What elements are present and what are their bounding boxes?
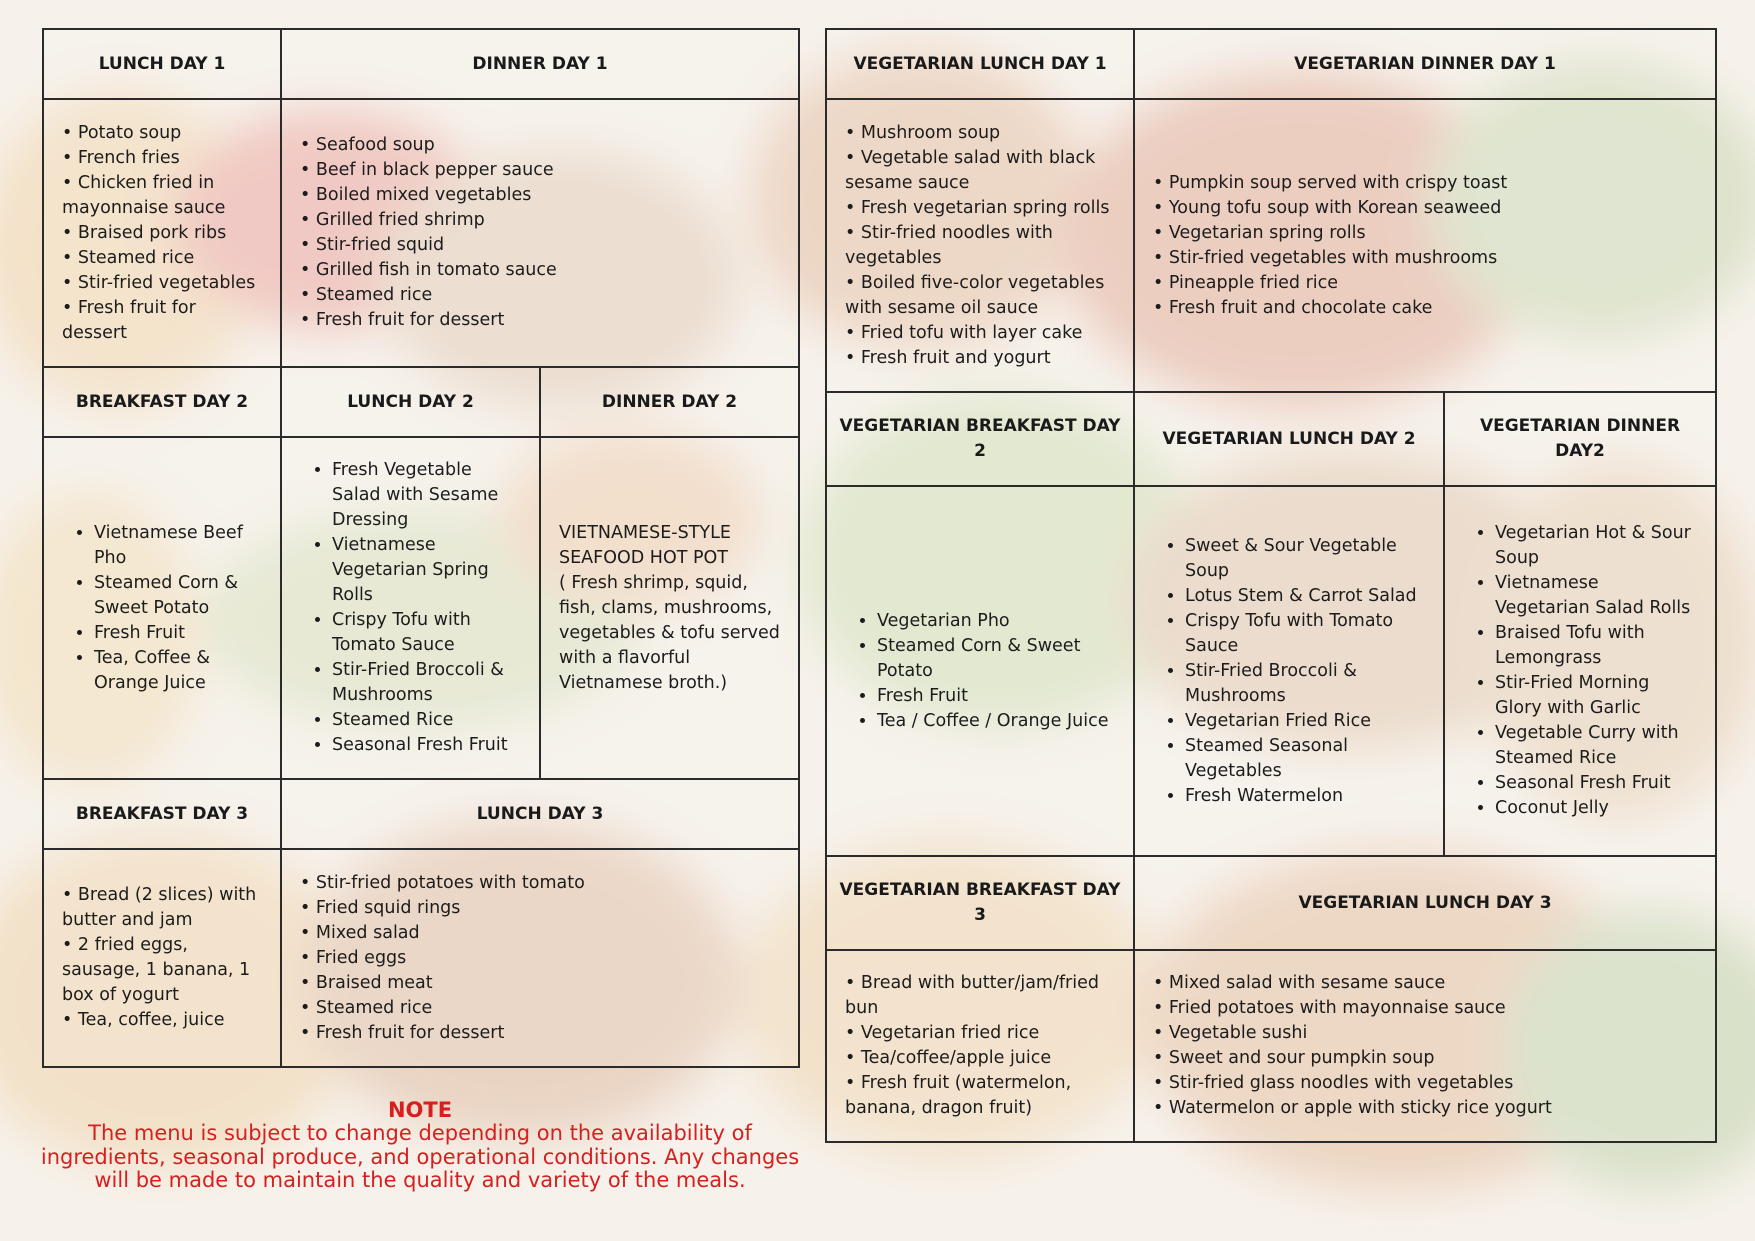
- list-item: • Vegetarian spring rolls: [1153, 221, 1697, 246]
- list-item: • Fresh fruit and yogurt: [845, 346, 1115, 371]
- veg-dinner-day1-header: VEGETARIAN DINNER DAY 1: [1134, 29, 1716, 99]
- list-item: • Stir-fried noodles with vegetables: [845, 221, 1115, 271]
- list-item: • Seafood soup: [300, 133, 780, 158]
- veg-dinner-day1-items: [1134, 99, 1716, 392]
- lunch-day1-header: LUNCH DAY 1: [43, 29, 281, 99]
- menu-note: [40, 1098, 800, 1193]
- list-item: • Steamed rice: [300, 996, 780, 1021]
- list-item: • Lotus Stem & Carrot Salad: [1185, 584, 1425, 609]
- list-item: • Fresh Fruit: [877, 684, 1115, 709]
- list-item: • Tea / Coffee / Orange Juice: [877, 709, 1115, 734]
- list-item: • Fresh fruit and chocolate cake: [1153, 296, 1697, 321]
- list-item: • Young tofu soup with Korean seaweed: [1153, 196, 1697, 221]
- list-item: • Seasonal Fresh Fruit: [332, 733, 521, 758]
- list-item: • Stir-fried potatoes with tomato: [300, 871, 780, 896]
- list-item: • 2 fried eggs, sausage, 1 banana, 1 box of yogurt: [62, 933, 262, 1008]
- list-item: • Grilled fried shrimp: [300, 208, 780, 233]
- list-item: • Vegetable Curry with Steamed Rice: [1495, 721, 1697, 771]
- lunch-day2-items: [281, 437, 540, 779]
- veg-lunch-day3-header: VEGETARIAN LUNCH DAY 3: [1134, 856, 1716, 950]
- note-text: The menu is subject to change depending on the availability of ingredients, seasonal produce, and operational conditions. Any changes will be made to maintain the quality and variety of the meals.: [40, 1121, 800, 1192]
- list-item: • Stir-fried squid: [300, 233, 780, 258]
- list-item: • Stir-fried vegetables with mushrooms: [1153, 246, 1697, 271]
- list-item: • Fresh fruit for dessert: [300, 308, 780, 333]
- list-item: • Vietnamese Vegetarian Salad Rolls: [1495, 571, 1697, 621]
- list-item: • Braised Tofu with Lemongrass: [1495, 621, 1697, 671]
- list-item: • Vegetarian Pho: [877, 609, 1115, 634]
- list-item: • Crispy Tofu with Tomato Sauce: [1185, 609, 1425, 659]
- list-item: • Sweet & Sour Vegetable Soup: [1185, 534, 1425, 584]
- list-item: • Boiled five-color vegetables with sesame oil sauce: [845, 271, 1115, 321]
- list-item: • Steamed Rice: [332, 708, 521, 733]
- veg-lunch-day2-items: [1134, 486, 1444, 856]
- veg-breakfast-day3-header: VEGETARIAN BREAKFAST DAY 3: [826, 856, 1134, 950]
- list-item: • Stir-Fried Morning Glory with Garlic: [1495, 671, 1697, 721]
- list-item: • Bread with butter/jam/fried bun: [845, 971, 1115, 1021]
- list-item: • Fried tofu with layer cake: [845, 321, 1115, 346]
- list-item: • Pumpkin soup served with crispy toast: [1153, 171, 1697, 196]
- breakfast-day3-items: [43, 849, 281, 1067]
- list-item: • Braised meat: [300, 971, 780, 996]
- list-item: • Pineapple fried rice: [1153, 271, 1697, 296]
- list-item: • Fried eggs: [300, 946, 780, 971]
- breakfast-day2-header: BREAKFAST DAY 2: [43, 367, 281, 437]
- lunch-day2-header: LUNCH DAY 2: [281, 367, 540, 437]
- veg-dinner-day2-header: VEGETARIAN DINNER DAY2: [1444, 392, 1716, 486]
- list-item: • Vegetable sushi: [1153, 1021, 1697, 1046]
- list-item: • Mixed salad: [300, 921, 780, 946]
- dinner-day1-header: DINNER DAY 1: [281, 29, 799, 99]
- vegetarian-menu-table: [825, 28, 1717, 1143]
- list-item: • Fresh Fruit: [94, 621, 262, 646]
- list-item: • Fried squid rings: [300, 896, 780, 921]
- veg-lunch-day3-items: [1134, 950, 1716, 1142]
- list-item: • Stir-fried glass noodles with vegetables: [1153, 1071, 1697, 1096]
- list-item: • Fresh fruit for dessert: [62, 296, 262, 346]
- list-item: • Tea, Coffee & Orange Juice: [94, 646, 262, 696]
- list-item: • Tea, coffee, juice: [62, 1008, 262, 1033]
- list-item: • Stir-Fried Broccoli & Mushrooms: [1185, 659, 1425, 709]
- dinner-day2-items: [540, 437, 799, 779]
- veg-breakfast-day2-items: [826, 486, 1134, 856]
- list-item: • Vietnamese Vegetarian Spring Rolls: [332, 533, 521, 608]
- veg-breakfast-day3-items: [826, 950, 1134, 1142]
- standard-menu-table: [42, 28, 800, 1068]
- list-item: • Crispy Tofu with Tomato Sauce: [332, 608, 521, 658]
- veg-lunch-day1-header: VEGETARIAN LUNCH DAY 1: [826, 29, 1134, 99]
- veg-lunch-day1-items: [826, 99, 1134, 392]
- list-item: • Vegetarian Hot & Sour Soup: [1495, 521, 1697, 571]
- veg-lunch-day2-header: VEGETARIAN LUNCH DAY 2: [1134, 392, 1444, 486]
- list-item: • Mushroom soup: [845, 121, 1115, 146]
- list-item: • Vegetarian fried rice: [845, 1021, 1115, 1046]
- list-item: • Boiled mixed vegetables: [300, 183, 780, 208]
- list-item: • Steamed Seasonal Vegetables: [1185, 734, 1425, 784]
- list-item: • Grilled fish in tomato sauce: [300, 258, 780, 283]
- list-item: • Fresh vegetarian spring rolls: [845, 196, 1115, 221]
- list-item: • Steamed rice: [62, 246, 262, 271]
- list-item: • Watermelon or apple with sticky rice yogurt: [1153, 1096, 1697, 1121]
- list-item: • Beef in black pepper sauce: [300, 158, 780, 183]
- list-item: • Potato soup: [62, 121, 262, 146]
- list-item: • Fresh Watermelon: [1185, 784, 1425, 809]
- lunch-day1-items: [43, 99, 281, 367]
- veg-breakfast-day2-header: VEGETARIAN BREAKFAST DAY 2: [826, 392, 1134, 486]
- list-item: • Fried potatoes with mayonnaise sauce: [1153, 996, 1697, 1021]
- list-item: • French fries: [62, 146, 262, 171]
- list-item: • Braised pork ribs: [62, 221, 262, 246]
- list-item: • Bread (2 slices) with butter and jam: [62, 883, 262, 933]
- list-item: • Mixed salad with sesame sauce: [1153, 971, 1697, 996]
- breakfast-day2-items: [43, 437, 281, 779]
- breakfast-day3-header: BREAKFAST DAY 3: [43, 779, 281, 849]
- list-item: • Steamed Corn & Sweet Potato: [94, 571, 262, 621]
- list-item: • Vietnamese Beef Pho: [94, 521, 262, 571]
- list-item: • Stir-Fried Broccoli & Mushrooms: [332, 658, 521, 708]
- list-item: • Tea/coffee/apple juice: [845, 1046, 1115, 1071]
- list-item: • Fresh Vegetable Salad with Sesame Dressing: [332, 458, 521, 533]
- list-item: • Coconut Jelly: [1495, 796, 1697, 821]
- list-item: • Fresh fruit (watermelon, banana, dragon fruit): [845, 1071, 1115, 1121]
- list-item: • Fresh fruit for dessert: [300, 1021, 780, 1046]
- lunch-day3-items: [281, 849, 799, 1067]
- dinner-day2-header: DINNER DAY 2: [540, 367, 799, 437]
- list-item: • Stir-fried vegetables: [62, 271, 262, 296]
- hotpot-description: ( Fresh shrimp, squid, fish, clams, mushrooms, vegetables & tofu served with a flavorful Vietnamese broth.): [559, 572, 780, 693]
- veg-dinner-day2-items: [1444, 486, 1716, 856]
- hotpot-title: VIETNAMESE-STYLE SEAFOOD HOT POT: [559, 522, 731, 568]
- list-item: • Sweet and sour pumpkin soup: [1153, 1046, 1697, 1071]
- note-heading: NOTE: [387, 1098, 453, 1122]
- list-item: • Seasonal Fresh Fruit: [1495, 771, 1697, 796]
- list-item: • Chicken fried in mayonnaise sauce: [62, 171, 262, 221]
- list-item: • Vegetable salad with black sesame sauce: [845, 146, 1115, 196]
- list-item: • Vegetarian Fried Rice: [1185, 709, 1425, 734]
- dinner-day1-items: [281, 99, 799, 367]
- lunch-day3-header: LUNCH DAY 3: [281, 779, 799, 849]
- list-item: • Steamed rice: [300, 283, 780, 308]
- list-item: • Steamed Corn & Sweet Potato: [877, 634, 1115, 684]
